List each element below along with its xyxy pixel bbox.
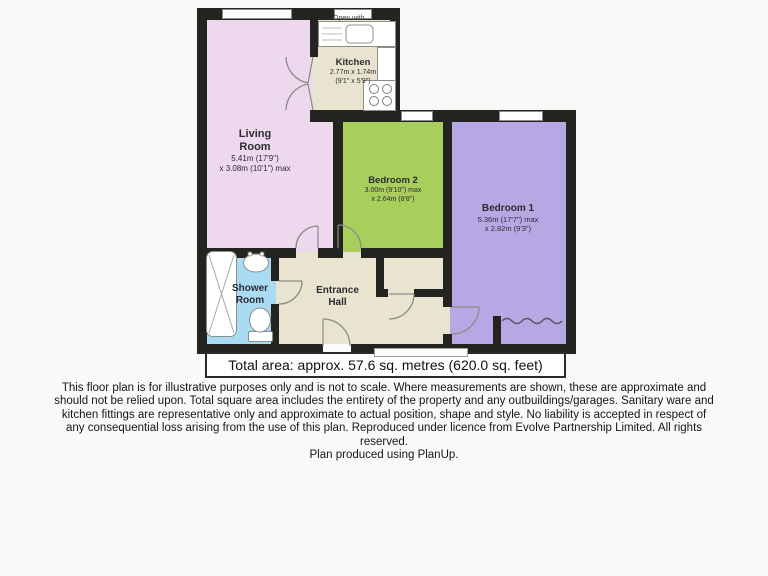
disclaimer-line-3: kitchen fittings are representative only and approximate to actual position, shape and style. No liability is accepted in respect of	[61, 408, 707, 421]
basin	[244, 254, 269, 272]
open-with-annotation: Open with	[333, 15, 365, 22]
disclaimer-line-1: This floor plan is for illustrative purposes only and is not to scale. Where measurements are shown, these are approximate and	[61, 382, 707, 394]
kitchen-door-arc-top	[286, 57, 308, 83]
living-room-label	[200, 128, 310, 174]
hob-burner-3	[370, 97, 379, 106]
kitchen-dim1: 2.77m x 1.74m	[329, 69, 377, 76]
kitchen-door-leaf-bottom	[308, 84, 313, 110]
disclaimer-line-2: should not be relied upon. Total square area includes the entirety of the property and any outbuildings/garages. Sanitary ware and	[54, 395, 714, 408]
bedroom2-label	[339, 175, 447, 204]
shower-room-label	[210, 283, 290, 307]
toilet-bowl	[250, 308, 271, 332]
entrance-hall-name-line1: Entrance	[316, 285, 359, 296]
shower-room-name-line2: Room	[235, 295, 265, 306]
bedroom1-dim2: x 2.82m (9'3")	[484, 224, 532, 233]
kitchen-name: Kitchen	[335, 57, 371, 68]
shower-room-name-line1: Shower	[231, 283, 269, 294]
entrance-hall-name-line2: Hall	[328, 297, 347, 308]
bedroom1-dim1: 5.36m (17'7") max	[477, 215, 539, 224]
living-door-arc	[296, 226, 318, 248]
bedroom2-name: Bedroom 2	[368, 175, 418, 186]
bedroom2-door-arc	[338, 225, 361, 248]
kitchen-door-arc-bottom	[286, 84, 308, 110]
basin-tap-2	[260, 252, 264, 256]
bedroom2-dim2: x 2.64m (8'8")	[371, 195, 415, 203]
kitchen-sink-bowl	[346, 25, 373, 43]
bedroom1-door-arc	[452, 307, 479, 334]
entrance-hall-label	[295, 285, 380, 309]
cupboard-door-arc	[389, 294, 414, 319]
front-door-arc	[323, 319, 350, 346]
kitchen-dim2: (9'1" x 5'9")	[335, 77, 371, 85]
disclaimer-text	[0, 382, 768, 462]
bedroom1-label	[450, 203, 566, 233]
disclaimer-line-4: any consequential loss arising from the use of this plan. Reproduced under licence from Evolve Partnership Limited. All rights	[65, 422, 703, 435]
front-door-scan-tab	[374, 348, 468, 357]
bedroom1-name: Bedroom 1	[481, 203, 535, 214]
basin-tap-1	[248, 252, 252, 256]
kitchen-label	[318, 57, 388, 86]
living-room-name-line1: Living	[238, 128, 272, 140]
living-room-dim1: 5.41m (17'9")	[231, 154, 279, 163]
disclaimer-line-5: reserved.	[360, 435, 408, 448]
total-area-text: Total area: approx. 57.6 sq. metres (620.0 sq. feet)	[228, 357, 543, 373]
living-room-name-line2: Room	[239, 141, 271, 153]
wardrobe-wavy-line	[502, 319, 562, 324]
bedroom2-dim1: 3.00m (9'10") max	[364, 187, 422, 194]
living-room-dim2: x 3.08m (10'1") max	[219, 164, 291, 173]
kitchen-door-leaf-top	[308, 57, 313, 83]
hob-burner-4	[383, 97, 392, 106]
disclaimer-line-6: Plan produced using PlanUp.	[309, 449, 459, 462]
